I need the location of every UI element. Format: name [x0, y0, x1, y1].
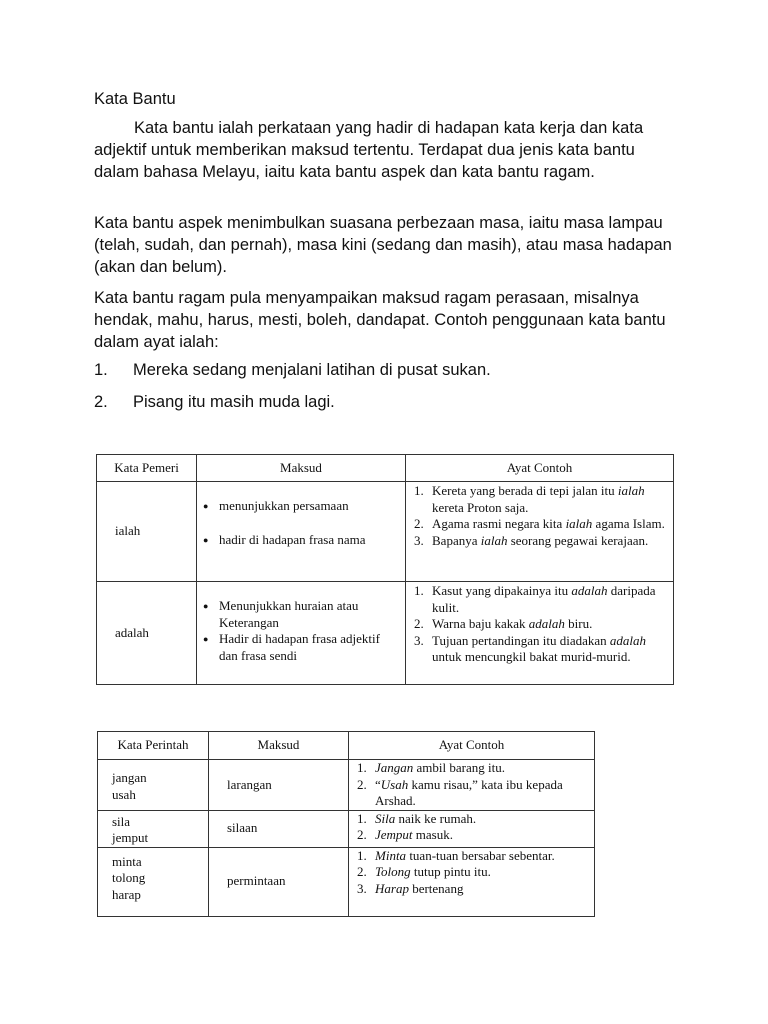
- column-header: Ayat Contoh: [349, 732, 595, 760]
- example-sentence-number: 3.: [357, 880, 367, 896]
- example-sentence: 1. Kereta yang berada di tepi jalan itu ialah kereta Proton saja.: [414, 483, 645, 515]
- meaning-label: permintaan: [227, 873, 286, 889]
- column-header: Maksud: [197, 455, 406, 482]
- page-title: Kata Bantu: [94, 90, 176, 108]
- example-number: 2.: [94, 393, 108, 411]
- example-sentence-number: 3.: [414, 632, 424, 648]
- kata-perintah-word: harap: [112, 886, 141, 902]
- example-sentence-number: 1.: [357, 847, 367, 863]
- example-sentence-number: 2.: [357, 864, 367, 879]
- table-row: [97, 582, 674, 685]
- kata-perintah-word: jemput: [112, 830, 149, 845]
- example-sentence: 2. Agama rasmi negara kita ialah agama Islam.: [414, 516, 665, 531]
- example-text: Pisang itu masih muda lagi.: [133, 393, 335, 411]
- table-row: [97, 482, 674, 582]
- paragraph-aspek: Kata bantu aspek menimbulkan suasana perbezaan masa, iaitu masa lampau (telah, sudah, dan pernah), masa kini (sedang dan masih), atau masa hadapan (akan dan belum).: [94, 214, 672, 276]
- table-header-row: [97, 455, 674, 482]
- kata-perintah-word: sila: [112, 813, 131, 829]
- kata-perintah-word: tolong: [112, 870, 146, 885]
- example-sentence: 2. “Usah kamu risau,” kata ibu kepada Arshad.: [357, 776, 563, 808]
- kata-pemeri-table: [96, 454, 674, 685]
- example-sentence: 3. Bapanya ialah seorang pegawai kerajaan.: [414, 532, 649, 548]
- kata-pemeri-word: ialah: [115, 523, 141, 539]
- meaning-label: larangan: [227, 776, 272, 792]
- example-sentence: 2. Tolong tutup pintu itu.: [357, 864, 491, 879]
- kata-pemeri-word: adalah: [115, 624, 149, 640]
- kata-perintah-table: [97, 731, 595, 917]
- example-sentence: 1. Sila naik ke rumah.: [357, 810, 477, 826]
- column-header: Kata Pemeri: [97, 455, 197, 482]
- example-sentence-number: 1.: [357, 760, 367, 775]
- meaning-item: ● hadir di hadapan frasa nama: [197, 532, 369, 549]
- column-header: Maksud: [209, 732, 349, 760]
- paragraph-intro-text: Kata bantu ialah perkataan yang hadir di hadapan kata kerja dan kata adjektif untuk memberikan maksud tertentu. Terdapat dua jenis kata bantu dalam bahasa Melayu, iaitu kata bantu aspek dan kata bantu ragam.: [94, 119, 644, 181]
- example-sentence: 1. Kasut yang dipakainya itu adalah daripada kulit.: [414, 583, 656, 615]
- paragraph-intro: [94, 117, 684, 183]
- meaning-label: silaan: [227, 820, 258, 836]
- example-sentence-number: 2.: [414, 616, 424, 631]
- example-sentence: 3. Harap bertenang: [357, 880, 464, 896]
- example-sentence: 2. Jemput masuk.: [357, 827, 453, 842]
- meaning-item: ● Menunjukkan huraian atau Keterangan: [197, 598, 379, 631]
- table-header-row: [98, 732, 595, 760]
- paragraph-ragam: Kata bantu ragam pula menyampaikan maksud ragam perasaan, misalnya hendak, mahu, harus, mesti, boleh, dandapat. Contoh penggunaan kata bantu dalam ayat ialah:: [94, 289, 666, 351]
- kata-perintah-word: usah: [112, 786, 136, 802]
- example-sentence-number: 1.: [414, 483, 424, 498]
- example-number: 1.: [94, 361, 108, 379]
- example-text: Mereka sedang menjalani latihan di pusat sukan.: [133, 361, 491, 379]
- meaning-item: ● Hadir di hadapan frasa adjektif dan frasa sendi: [197, 631, 389, 664]
- kata-perintah-word: minta: [112, 853, 142, 869]
- column-header: Ayat Contoh: [406, 455, 674, 482]
- example-sentence: 3. Tujuan pertandingan itu diadakan adalah untuk mencungkil bakat murid-murid.: [414, 632, 646, 664]
- column-header: Kata Perintah: [98, 732, 209, 760]
- example-sentence-number: 1.: [414, 583, 424, 598]
- example-sentence-number: 2.: [357, 776, 367, 792]
- table-row: [98, 810, 595, 847]
- example-sentence-number: 1.: [357, 810, 367, 826]
- table-row: [98, 760, 595, 811]
- example-sentence-number: 2.: [357, 827, 367, 842]
- example-sentence-number: 2.: [414, 516, 424, 531]
- example-sentence: 1. Jangan ambil barang itu.: [357, 760, 505, 775]
- example-sentence: 2. Warna baju kakak adalah biru.: [414, 616, 593, 631]
- example-sentence: 1. Minta tuan-tuan bersabar sebentar.: [357, 847, 555, 863]
- meaning-item: ● menunjukkan persamaan: [197, 498, 405, 515]
- kata-perintah-word: jangan: [112, 770, 147, 785]
- table-row: [98, 847, 595, 916]
- example-sentence-number: 3.: [414, 532, 424, 548]
